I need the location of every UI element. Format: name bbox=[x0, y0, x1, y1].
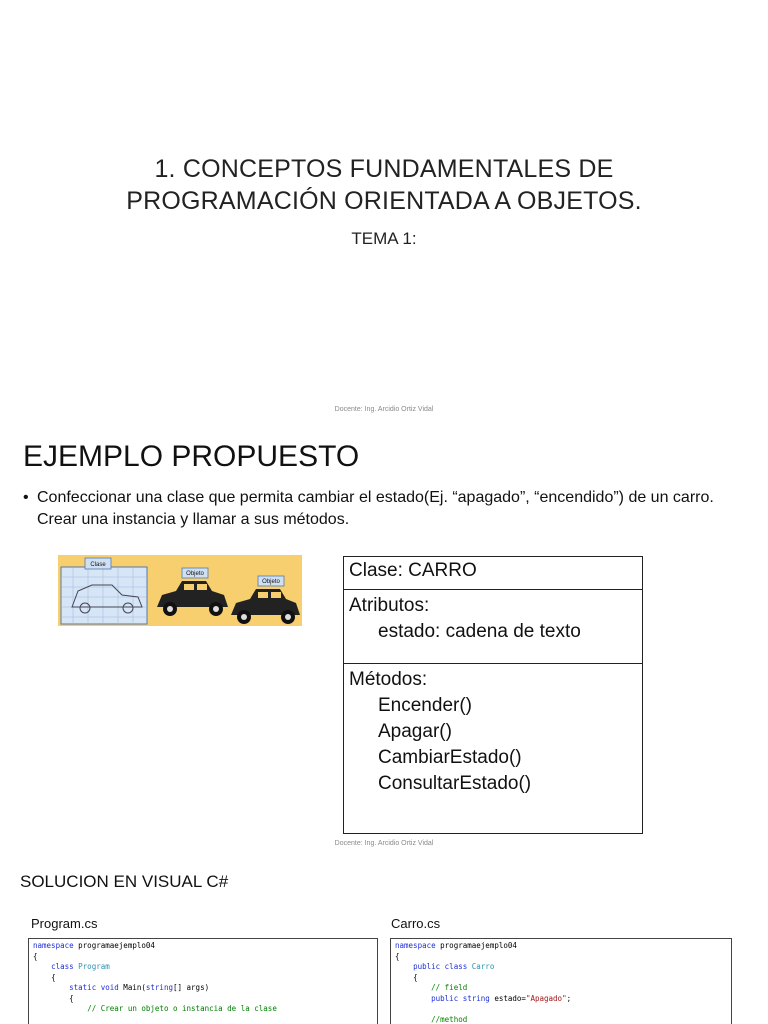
uml-methods-label: Métodos: bbox=[349, 669, 428, 690]
program-file-label: Program.cs bbox=[31, 916, 98, 931]
uml-methods bbox=[344, 664, 642, 800]
objeto-label-2: Objeto bbox=[262, 579, 280, 585]
solution-slide bbox=[0, 854, 768, 1024]
uml-method: Encender() bbox=[378, 695, 472, 716]
carro-file-label: Carro.cs bbox=[391, 916, 441, 931]
carro-code-block: namespace programaejemplo04 { public class Carro { // field public string estado="Apagado"; //method bbox=[390, 938, 732, 1024]
uml-attribute: estado: cadena de texto bbox=[378, 621, 581, 642]
bullet-dot-icon: • bbox=[23, 489, 29, 506]
title-line-1: 1. CONCEPTOS FUNDAMENTALES DE bbox=[154, 155, 614, 183]
slide-heading: SOLUCION EN VISUAL C# bbox=[20, 872, 229, 891]
uml-attributes bbox=[344, 590, 642, 664]
objeto-label-1: Objeto bbox=[186, 571, 204, 577]
slide-title bbox=[0, 153, 768, 217]
uml-attributes-label: Atributos: bbox=[349, 595, 430, 616]
bullet-text: Confeccionar una clase que permita cambiar el estado(Ej. “apagado”, “encendido”) de un carro. Crear una instancia y llamar a sus métodos. bbox=[37, 489, 714, 528]
bullet-item bbox=[23, 487, 743, 531]
example-slide bbox=[0, 424, 768, 854]
title-slide bbox=[0, 0, 768, 424]
uml-class-box bbox=[343, 556, 643, 834]
slide-subtitle: TEMA 1: bbox=[351, 229, 417, 248]
slide-footer: Docente: Ing. Arcidio Ortiz Vidal bbox=[334, 406, 434, 413]
uml-method: Apagar() bbox=[378, 721, 452, 742]
uml-method: CambiarEstado() bbox=[378, 747, 522, 768]
slide-footer: Docente: Ing. Arcidio Ortiz Vidal bbox=[334, 840, 434, 847]
class-object-illustration bbox=[58, 555, 302, 626]
slide-heading: EJEMPLO PROPUESTO bbox=[23, 440, 360, 473]
title-line-2: PROGRAMACIÓN ORIENTADA A OBJETOS. bbox=[126, 187, 642, 215]
clase-label: Clase bbox=[90, 562, 106, 568]
uml-class-name: Clase: CARRO bbox=[344, 557, 642, 590]
program-code-block: namespace programaejemplo04 { class Program { static void Main(string[] args) { // Crear un objeto o instancia de la clase bbox=[28, 938, 378, 1024]
uml-method: ConsultarEstado() bbox=[378, 773, 532, 794]
